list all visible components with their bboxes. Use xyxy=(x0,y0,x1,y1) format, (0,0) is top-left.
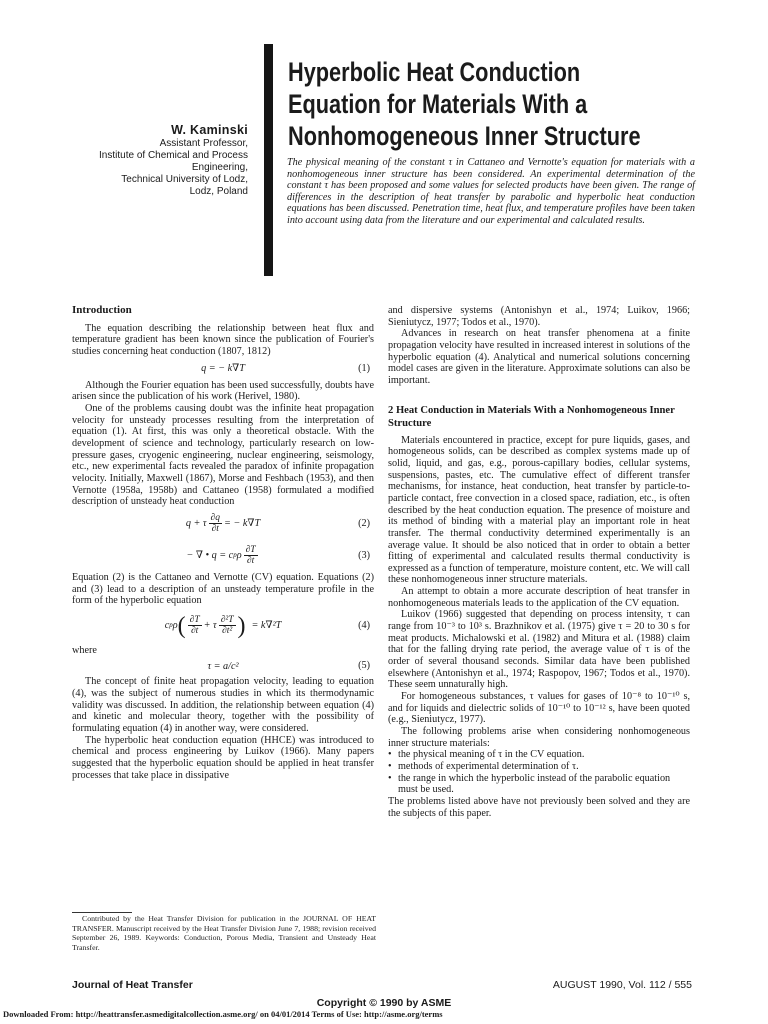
fraction-numerator: ∂T xyxy=(245,545,256,556)
list-item: • the range in which the hyperbolic instead of the parabolic equation must be used. xyxy=(388,773,690,796)
fraction xyxy=(244,545,258,566)
paragraph: Materials encountered in practice, except for pure liquids, gases, and homogeneous solids, can be described as complex systems made up of solid, liquid, and gas, e.g., porous-capillary bodies, cellular systems, suspensions, pastes, etc. The cumulative effect of different transfer mechanisms, for instance, heat conduction, heat transfer by particle-to-particle contact, free convection in a closed space, radiation, etc., is often described by the heat conduction equation. The presence of moisture and its method of binding with a material play an important role in heat transfer. The thermal conductivity determined experimentally is an average value. It should be also noticed that in order to obtain a better fitting of experimental and calculated results thermal conductivity is expressed as a function of temperature, moisture content, etc. We will call these nonhomogeneous inner structure materials. xyxy=(388,434,690,586)
fraction-denominator: ∂t xyxy=(190,626,199,637)
equation-part: = k∇²T xyxy=(251,619,282,631)
equation-3 xyxy=(72,540,374,572)
equation-number: (3) xyxy=(358,550,370,562)
section-heading-introduction: Introduction xyxy=(72,304,132,316)
title-vertical-rule xyxy=(264,44,273,276)
fraction-denominator: ∂t xyxy=(246,556,255,567)
title-line: Nonhomogeneous Inner Structure xyxy=(288,121,641,151)
issue-info: AUGUST 1990, Vol. 112 / 555 xyxy=(552,979,692,991)
equation-part: ρ xyxy=(236,550,242,562)
paragraph: The following problems arise when considering nonhomogeneous inner structure materials: xyxy=(388,726,690,749)
author-name: W. Kaminski xyxy=(171,123,248,137)
equation-part: + τ xyxy=(203,619,217,631)
equation-part: − ∇ • q = c xyxy=(186,550,234,562)
author-affiliation-line: Institute of Chemical and Process xyxy=(99,150,248,161)
left-paren: ( xyxy=(177,612,186,639)
paragraph: Advances in research on heat transfer phenomena at a finite propagation velocity have resulted in increased interest in solutions of the hyperbolic equation (4). Analytical and numerical solutions concerning model cases are given in the literature. Approximate solutions can also be important. xyxy=(388,328,690,386)
author-affiliation-line: Lodz, Poland xyxy=(189,186,248,197)
fraction-denominator: ∂t xyxy=(211,524,219,535)
subscript: p xyxy=(169,620,173,629)
equation-2 xyxy=(72,508,374,540)
paragraph: Luikov (1966) suggested that depending on process intensity, τ can range from 10⁻³ to 10³ s. Brazhnikov et al. (1975) give τ = 20 to 30 s for meat products. Michalowski et al. (1982) and Mitura et al. (1988) claim that for the falling drying rate period, the average value of τ is of the order of several thousand seconds. Similar data have been published elsewhere (Antonishyn et al., 1974; Raspopov, 1967; Todos et al., 1970). These seem unnaturally high. xyxy=(388,609,690,691)
paragraph: One of the problems causing doubt was the infinite heat propagation velocity for unsteady processes resulting from the interpretation of equation (1). At first, this was only a theoretical obstacle. With the development of science and technology, particularly research on low-pressure gases, cryogenic engineering, nuclear engineering, seismology, etc., new experimental facts revealed the paradox of infinite propagation velocity. Initially, Maxwell (1867), Morse and Feshbach (1953), and then Vernotte (1958a, 1958b) and Cattaneo (1958) formulated a modified description of unsteady heat conduction xyxy=(72,402,374,508)
right-column xyxy=(388,305,690,819)
paragraph: Although the Fourier equation has been used successfully, doubts have arisen since the publication of his work (Herivel, 1980). xyxy=(72,379,374,403)
equation-4 xyxy=(72,607,374,645)
fraction-denominator: ∂t² xyxy=(222,626,233,637)
fraction xyxy=(209,513,222,534)
title-line: Equation for Materials With a xyxy=(288,89,588,119)
article-title xyxy=(288,56,649,152)
abstract: The physical meaning of the constant τ in Cattaneo and Vernotte's equation for materials with a nonhomogeneous inner structure has been considered. An experimental determination of the constant τ has been proposed and some values for selected products have been given. The range of differences in the description of heat transfer by parabolic and hyperbolic heat conduction equations has been discussed. Penetration time, heat flux, and temperature profiles have been taken into account using data from the literature and our experimental and calculated results. xyxy=(287,157,695,226)
paragraph: The equation describing the relationship between heat flux and temperature gradient has been known since the publication of Fourier's studies concerning heat conduction (1807, 1812) xyxy=(72,322,374,357)
copyright: Copyright © 1990 by ASME xyxy=(316,997,452,1009)
paragraph: and dispersive systems (Antonishyn et al., 1974; Luikov, 1966; Sieniutycz, 1977; Todos et al., 1970). xyxy=(388,305,690,328)
paragraph: An attempt to obtain a more accurate description of heat transfer in nonhomogeneous materials leads to the application of the CV equation. xyxy=(388,586,690,609)
paragraph: The concept of finite heat propagation velocity, leading to equation (4), was the subject of numerous studies in which its thermodynamic validity was discussed. In addition, the relationship between equation (4) and kinetic and molecular theory, together with the possibility of formulating equation (4) in another way, were considered. xyxy=(72,676,374,735)
where-label: where xyxy=(72,644,97,656)
footnote-rule xyxy=(72,912,132,913)
list-item: • the physical meaning of τ in the CV equation. xyxy=(388,749,690,761)
equation-body: τ = a/c² xyxy=(207,660,239,672)
list-item: • methods of experimental determination of τ. xyxy=(388,761,690,773)
equation-part: q + τ xyxy=(185,518,207,530)
paragraph: The problems listed above have not previously been solved and they are the subjects of this paper. xyxy=(388,795,690,819)
equation-5 xyxy=(72,656,374,676)
right-paren: ) xyxy=(237,612,246,639)
fraction-numerator: ∂T xyxy=(189,615,200,626)
equation-number: (2) xyxy=(358,518,370,530)
equation-part: ρ xyxy=(172,619,178,631)
paragraph: The hyperbolic heat conduction equation (HHCE) was introduced to chemical and process engineering by Luikov (1966). Many papers suggested that the hyperbolic equation should be applied in heat transfer processes that take place in dissipative xyxy=(72,734,374,781)
fraction-numerator: ∂q xyxy=(210,513,220,524)
paragraph: For homogeneous substances, τ values for gases of 10⁻⁸ to 10⁻¹⁰ s, and for liquids and dielectric solids of 10⁻¹⁰ to 10⁻¹² s, have been quoted (e.g., Sieniutycz, 1977). xyxy=(388,691,690,726)
equation-number: (5) xyxy=(358,660,370,672)
equation-number: (4) xyxy=(358,619,370,631)
spacer xyxy=(388,387,690,404)
author-affiliation-line: Assistant Professor, xyxy=(159,138,248,149)
footnote: Contributed by the Heat Transfer Division for publication in the JOURNAL OF HEAT TRANSFER. Manuscript received by the Heat Transfer Division June 7, 1988; revision received September 26, 1989. Keywords: Conduction, Porous Media, Transient and Unsteady Heat Transfer. xyxy=(72,914,376,952)
author-affiliation-line: Technical University of Lodz, xyxy=(121,174,248,185)
author-affiliation-line: Engineering, xyxy=(191,162,248,173)
author-block xyxy=(96,124,248,198)
section-heading-2: 2 Heat Conduction in Materials With a Nonhomogeneous Inner Structure xyxy=(388,404,675,429)
fraction xyxy=(188,615,202,636)
fraction xyxy=(219,615,236,636)
journal-name: Journal of Heat Transfer xyxy=(72,979,193,991)
problem-list xyxy=(388,749,690,796)
left-column xyxy=(72,305,374,781)
equation-number: (1) xyxy=(358,362,370,374)
download-notice: Downloaded From: http://heattransfer.asmedigitalcollection.asme.org/ on 04/01/2014 Terms of Use: http://asme.org/terms xyxy=(3,1009,443,1019)
equation-body: q = − k∇T xyxy=(201,362,245,374)
equation-part: c xyxy=(164,619,170,631)
subscript: p xyxy=(233,551,237,560)
paragraph: Equation (2) is the Cattaneo and Vernotte (CV) equation. Equations (2) and (3) lead to a description of an unsteady temperature profile in the form of the hyperbolic equation xyxy=(72,571,374,607)
equation-1 xyxy=(72,358,374,380)
equation-part: = − k∇T xyxy=(224,518,261,530)
fraction-numerator: ∂²T xyxy=(220,615,234,626)
title-line: Hyperbolic Heat Conduction xyxy=(288,57,581,87)
